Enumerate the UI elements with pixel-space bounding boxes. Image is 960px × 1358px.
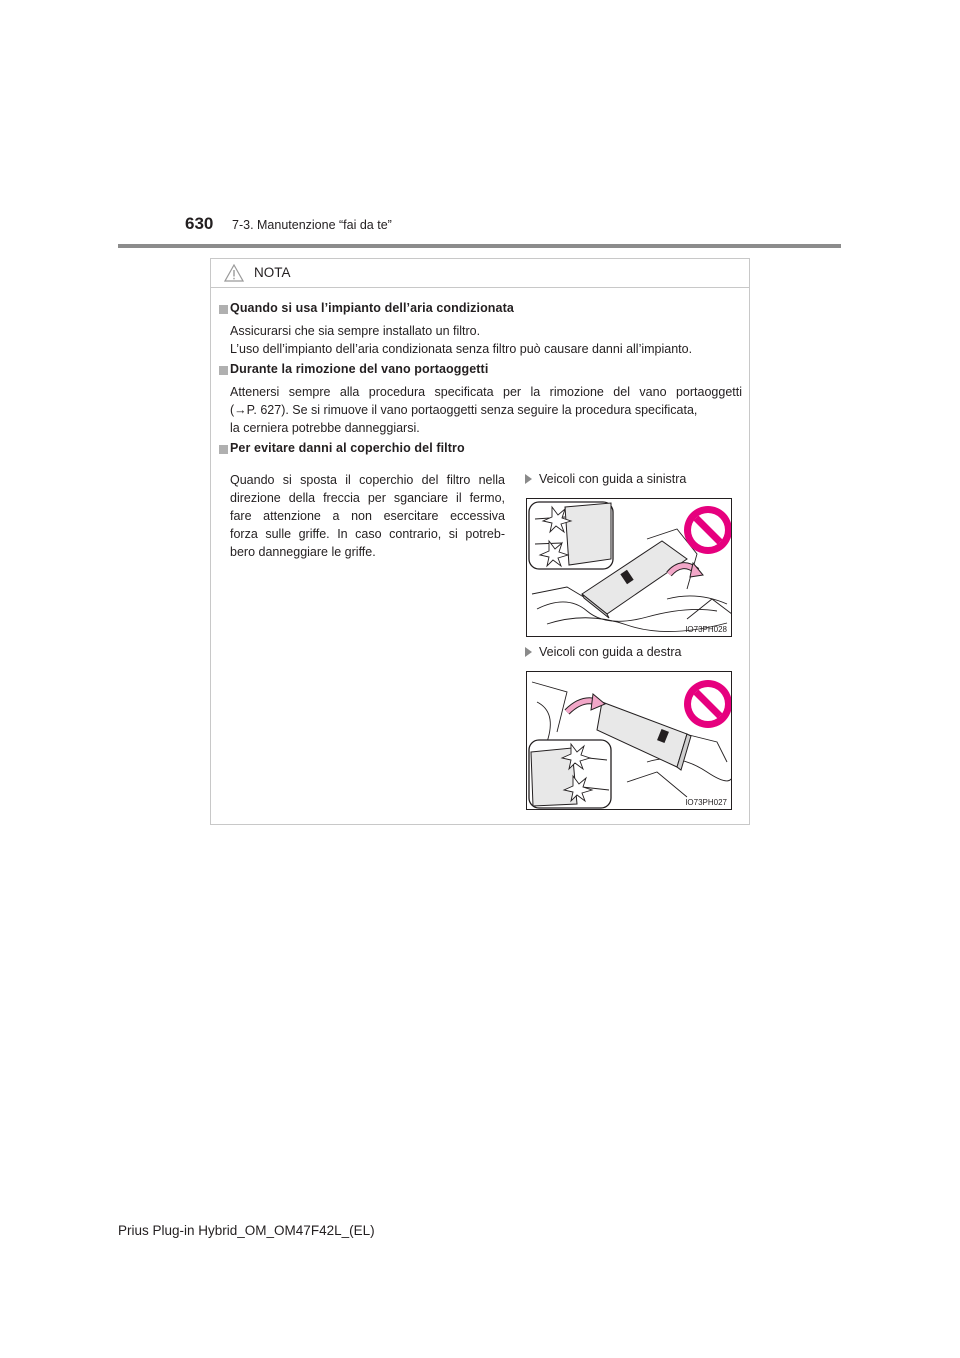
text-line: la cerniera potrebbe danneggiarsi. [230, 421, 420, 435]
filter-cover-drawing [527, 672, 732, 810]
item-body-filter-cover [230, 471, 505, 561]
text-line: Quando si sposta il coperchio del filtro nella [230, 473, 505, 487]
triangle-bullet-icon [525, 474, 532, 484]
item-heading-glove-box: Durante la rimozione del vano portaoggetti [230, 362, 489, 376]
warning-triangle-icon [224, 264, 244, 282]
text-line: Assicurarsi che sia sempre installato un filtro. [230, 324, 481, 338]
text-line: forza sulle griffe. In caso contrario, si potreb- [230, 527, 505, 541]
header-rule [118, 244, 841, 248]
text-line: Attenersi sempre alla procedura specificata per la rimozione del vano portaoggetti [230, 385, 742, 399]
page-number: 630 [185, 214, 214, 233]
figure-caption-right-hand-drive [525, 645, 681, 659]
figure-caption-left-hand-drive [525, 472, 686, 486]
square-bullet-icon [219, 445, 228, 454]
figure-code: IO73PH028 [685, 625, 727, 634]
square-bullet-icon [219, 305, 228, 314]
illustration-left-hand-drive [526, 498, 732, 637]
figure-code: IO73PH027 [685, 798, 727, 807]
item-body-glove-box [230, 383, 742, 437]
footer-document-id: Prius Plug-in Hybrid_OM_OM47F42L_(EL) [118, 1223, 375, 1238]
filter-cover-drawing [527, 499, 732, 637]
note-box [210, 258, 750, 825]
caption-text: Veicoli con guida a sinistra [539, 472, 687, 486]
text-line: direzione della freccia per sganciare il fermo, [230, 491, 505, 505]
triangle-bullet-icon [525, 647, 532, 657]
text-line: bero danneggiare le griffe. [230, 545, 376, 559]
note-title-bar [211, 259, 749, 288]
text-line: L’uso dell’impianto dell’aria condizionata senza filtro può causare danni all’impianto. [230, 342, 693, 356]
illustration-right-hand-drive [526, 671, 732, 810]
text-line: (→P. 627). Se si rimuove il vano portaoggetti senza seguire la procedura specificata, [230, 403, 698, 417]
item-body-air-conditioning [230, 322, 742, 358]
caption-text: Veicoli con guida a destra [539, 645, 682, 659]
item-heading-filter-cover: Per evitare danni al coperchio del filtro [230, 441, 465, 455]
section-header: 7-3. Manutenzione “fai da te” [232, 218, 392, 232]
note-title: NOTA [254, 265, 291, 280]
text-line: fare attenzione a non esercitare eccessiva [230, 509, 505, 523]
item-heading-air-conditioning: Quando si usa l’impianto dell’aria condizionata [230, 301, 514, 315]
square-bullet-icon [219, 366, 228, 375]
